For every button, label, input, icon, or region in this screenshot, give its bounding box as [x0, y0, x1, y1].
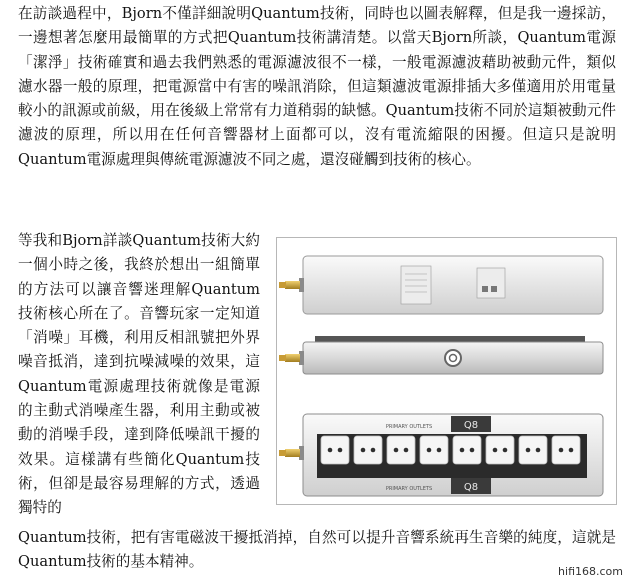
article-paragraph-3: Quantum技術，把有害電磁波干擾抵消掉，自然可以提升音響系統再生音樂的純度，這就是Quantum技術的基本精神。 — [18, 529, 616, 571]
outlet-label-top: PRIMARY OUTLETS — [385, 424, 433, 430]
product-photo — [276, 237, 617, 505]
article-paragraph-1: 在訪談過程中，Bjorn不僅詳細說明Quantum技術，同時也以圖表解釋，但是我一邊採訪，一邊想著怎麼用最簡單的方式把Quantum技術講清楚。以當天Bjorn所談，Quantum電源「潔淨」技術確實和過去我們熟悉的電源濾波很不一樣，一般電源濾波藉助被動元件，類似濾水器一般的原理，把電源當中有害的噪訊消除，但這類濾波電源排插大多僅適用於用電量較小的訊源或前級，用在後級上常常有力道稍弱的缺憾。Quantum技術不同於這類被動元件濾波的原理，所以用在任何音響器材上面都可以，沒有電流縮限的困擾。但這只是說明Quantum電源處理與傳統電源濾波不同之處，還沒碰觸到技術的核心。 — [18, 5, 616, 168]
power-strip-top-view — [279, 414, 603, 496]
power-strip-side-view — [279, 336, 603, 374]
product-badge-top: Q8 — [463, 420, 479, 431]
power-strip-illustration — [277, 238, 616, 504]
outlet-label-bottom: PRIMARY OUTLETS — [385, 486, 433, 492]
power-strip-bottom-view — [279, 256, 603, 314]
article-paragraph-2: 等我和Bjorn詳談Quantum技術大約一個小時之後，我終於想出一組簡單的方法可以讓音響迷理解Quantum技術核心所在了。音響玩家一定知道「消噪」耳機，利用反相訊號把外界噪音抵消，達到抗噪減噪的效果，這Quantum電源處理技術就像是電源的主動式消噪產生器，利用主動或被動的消噪手段，達到降低噪訊干擾的效果。這樣講有些簡化Quantum技術，但卻是最容易理解的方式，透過獨特的 — [18, 232, 260, 517]
site-watermark: hifi168.com — [558, 565, 623, 578]
product-badge-bottom: Q8 — [463, 482, 479, 493]
